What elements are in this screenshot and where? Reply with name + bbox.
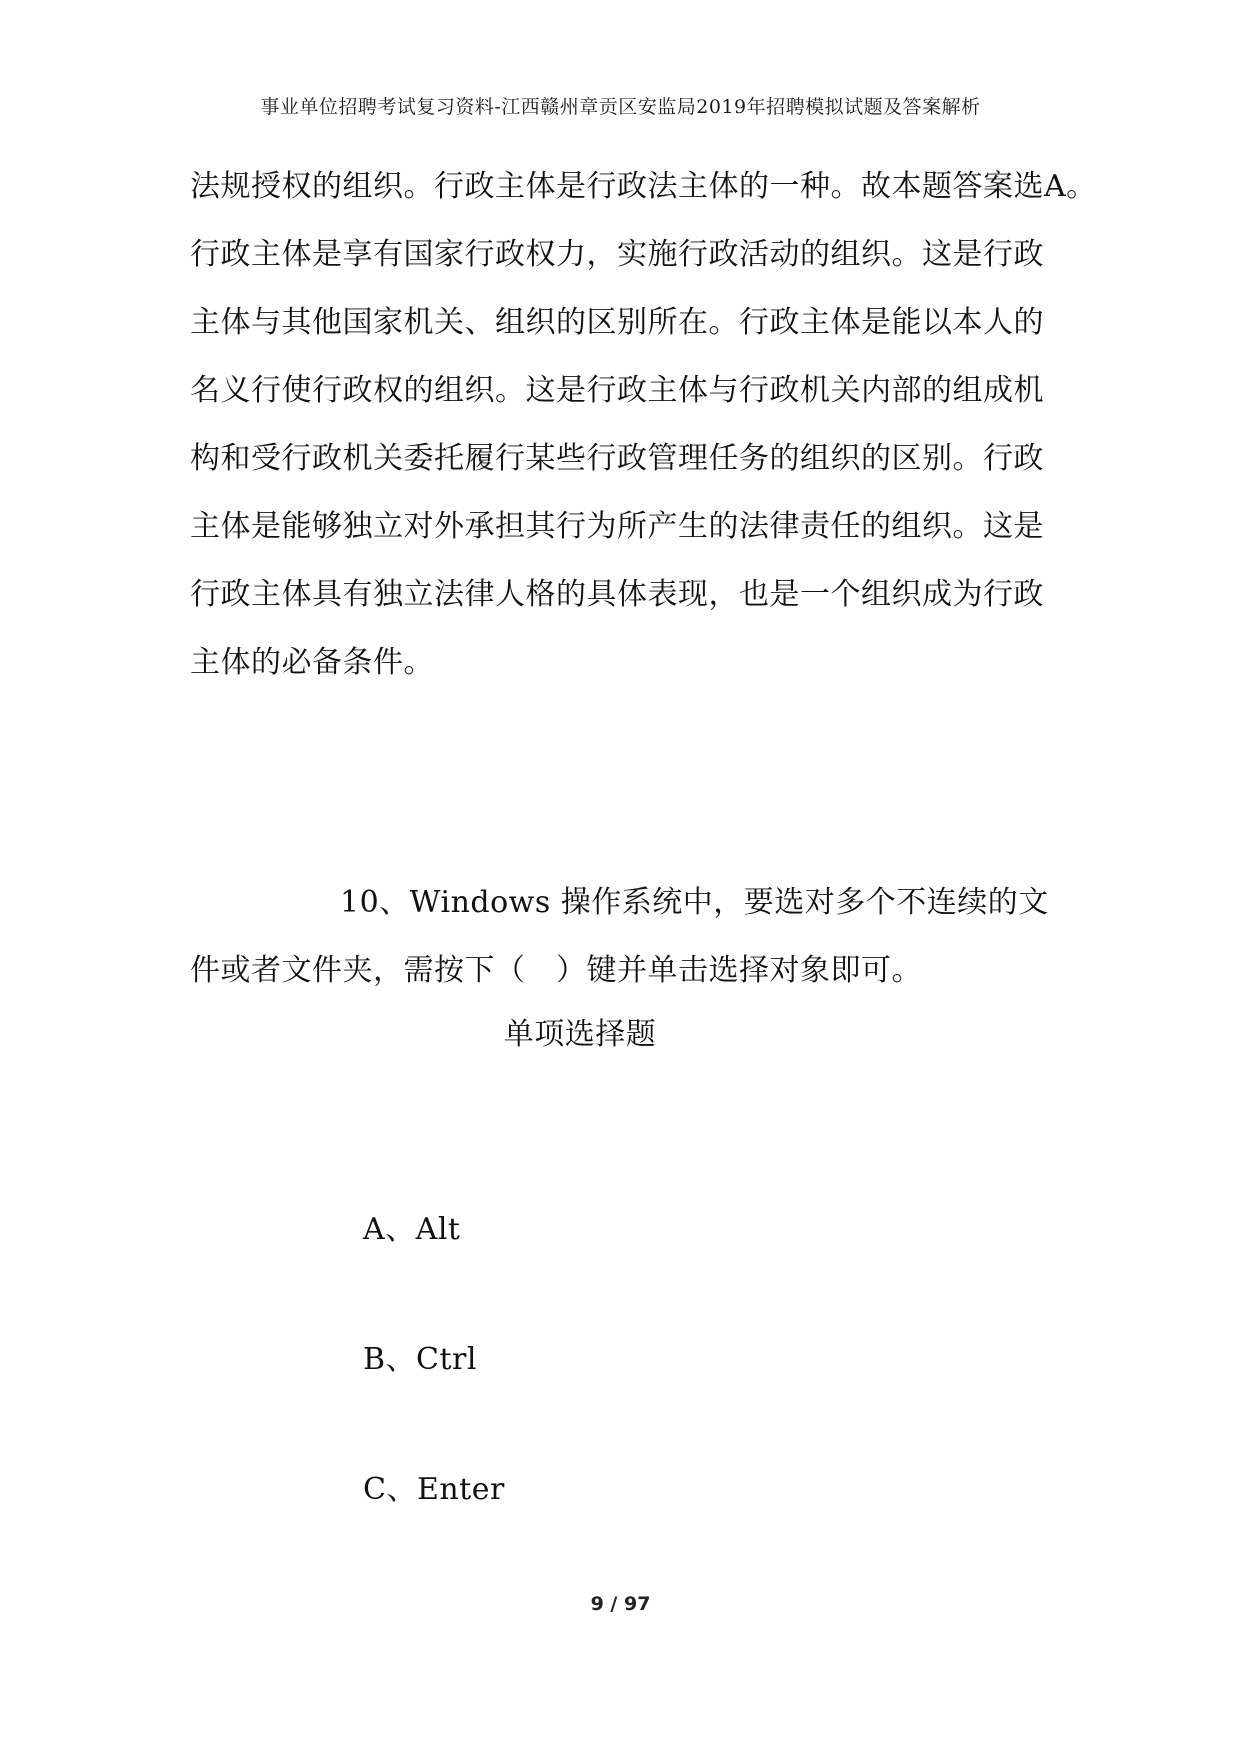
page-number: 9 / 97 — [590, 1593, 651, 1615]
question-stem-line: 件或者文件夹，需按下（ ）键并单击选择对象即可。 — [190, 953, 922, 988]
question-type-label: 单项选择题 — [503, 1017, 657, 1052]
option-b: B、Ctrl — [363, 1342, 477, 1377]
explanation-line: 主体是能够独立对外承担其行为所产生的法律责任的组织。这是 — [190, 509, 1044, 544]
question-stem — [190, 875, 1060, 1011]
option-c: C、Enter — [363, 1472, 505, 1507]
running-header: 事业单位招聘考试复习资料-江西赣州章贡区安监局2019年招聘模拟试题及答案解析 — [260, 96, 981, 118]
explanation-line: 构和受行政机关委托履行某些行政管理任务的组织的区别。行政 — [190, 441, 1044, 476]
explanation-line: 主体与其他国家机关、组织的区别所在。行政主体是能以本人的 — [190, 305, 1044, 340]
explanation-line: 主体的必备条件。 — [190, 645, 434, 680]
explanation-line: 名义行使行政权的组织。这是行政主体与行政机关内部的组成机 — [190, 373, 1044, 408]
question-stem-line: 10、Windows 操作系统中，要选对多个不连续的文 — [340, 885, 1049, 920]
explanation-line: 行政主体具有独立法律人格的具体表现，也是一个组织成为行政 — [190, 577, 1044, 612]
explanation-line: 法规授权的组织。行政主体是行政法主体的一种。故本题答案选A。 — [190, 169, 1097, 204]
option-a: A、Alt — [363, 1212, 461, 1247]
explanation-line: 行政主体是享有国家行政权力，实施行政活动的组织。这是行政 — [190, 237, 1044, 272]
explanation-paragraph — [190, 159, 1097, 703]
